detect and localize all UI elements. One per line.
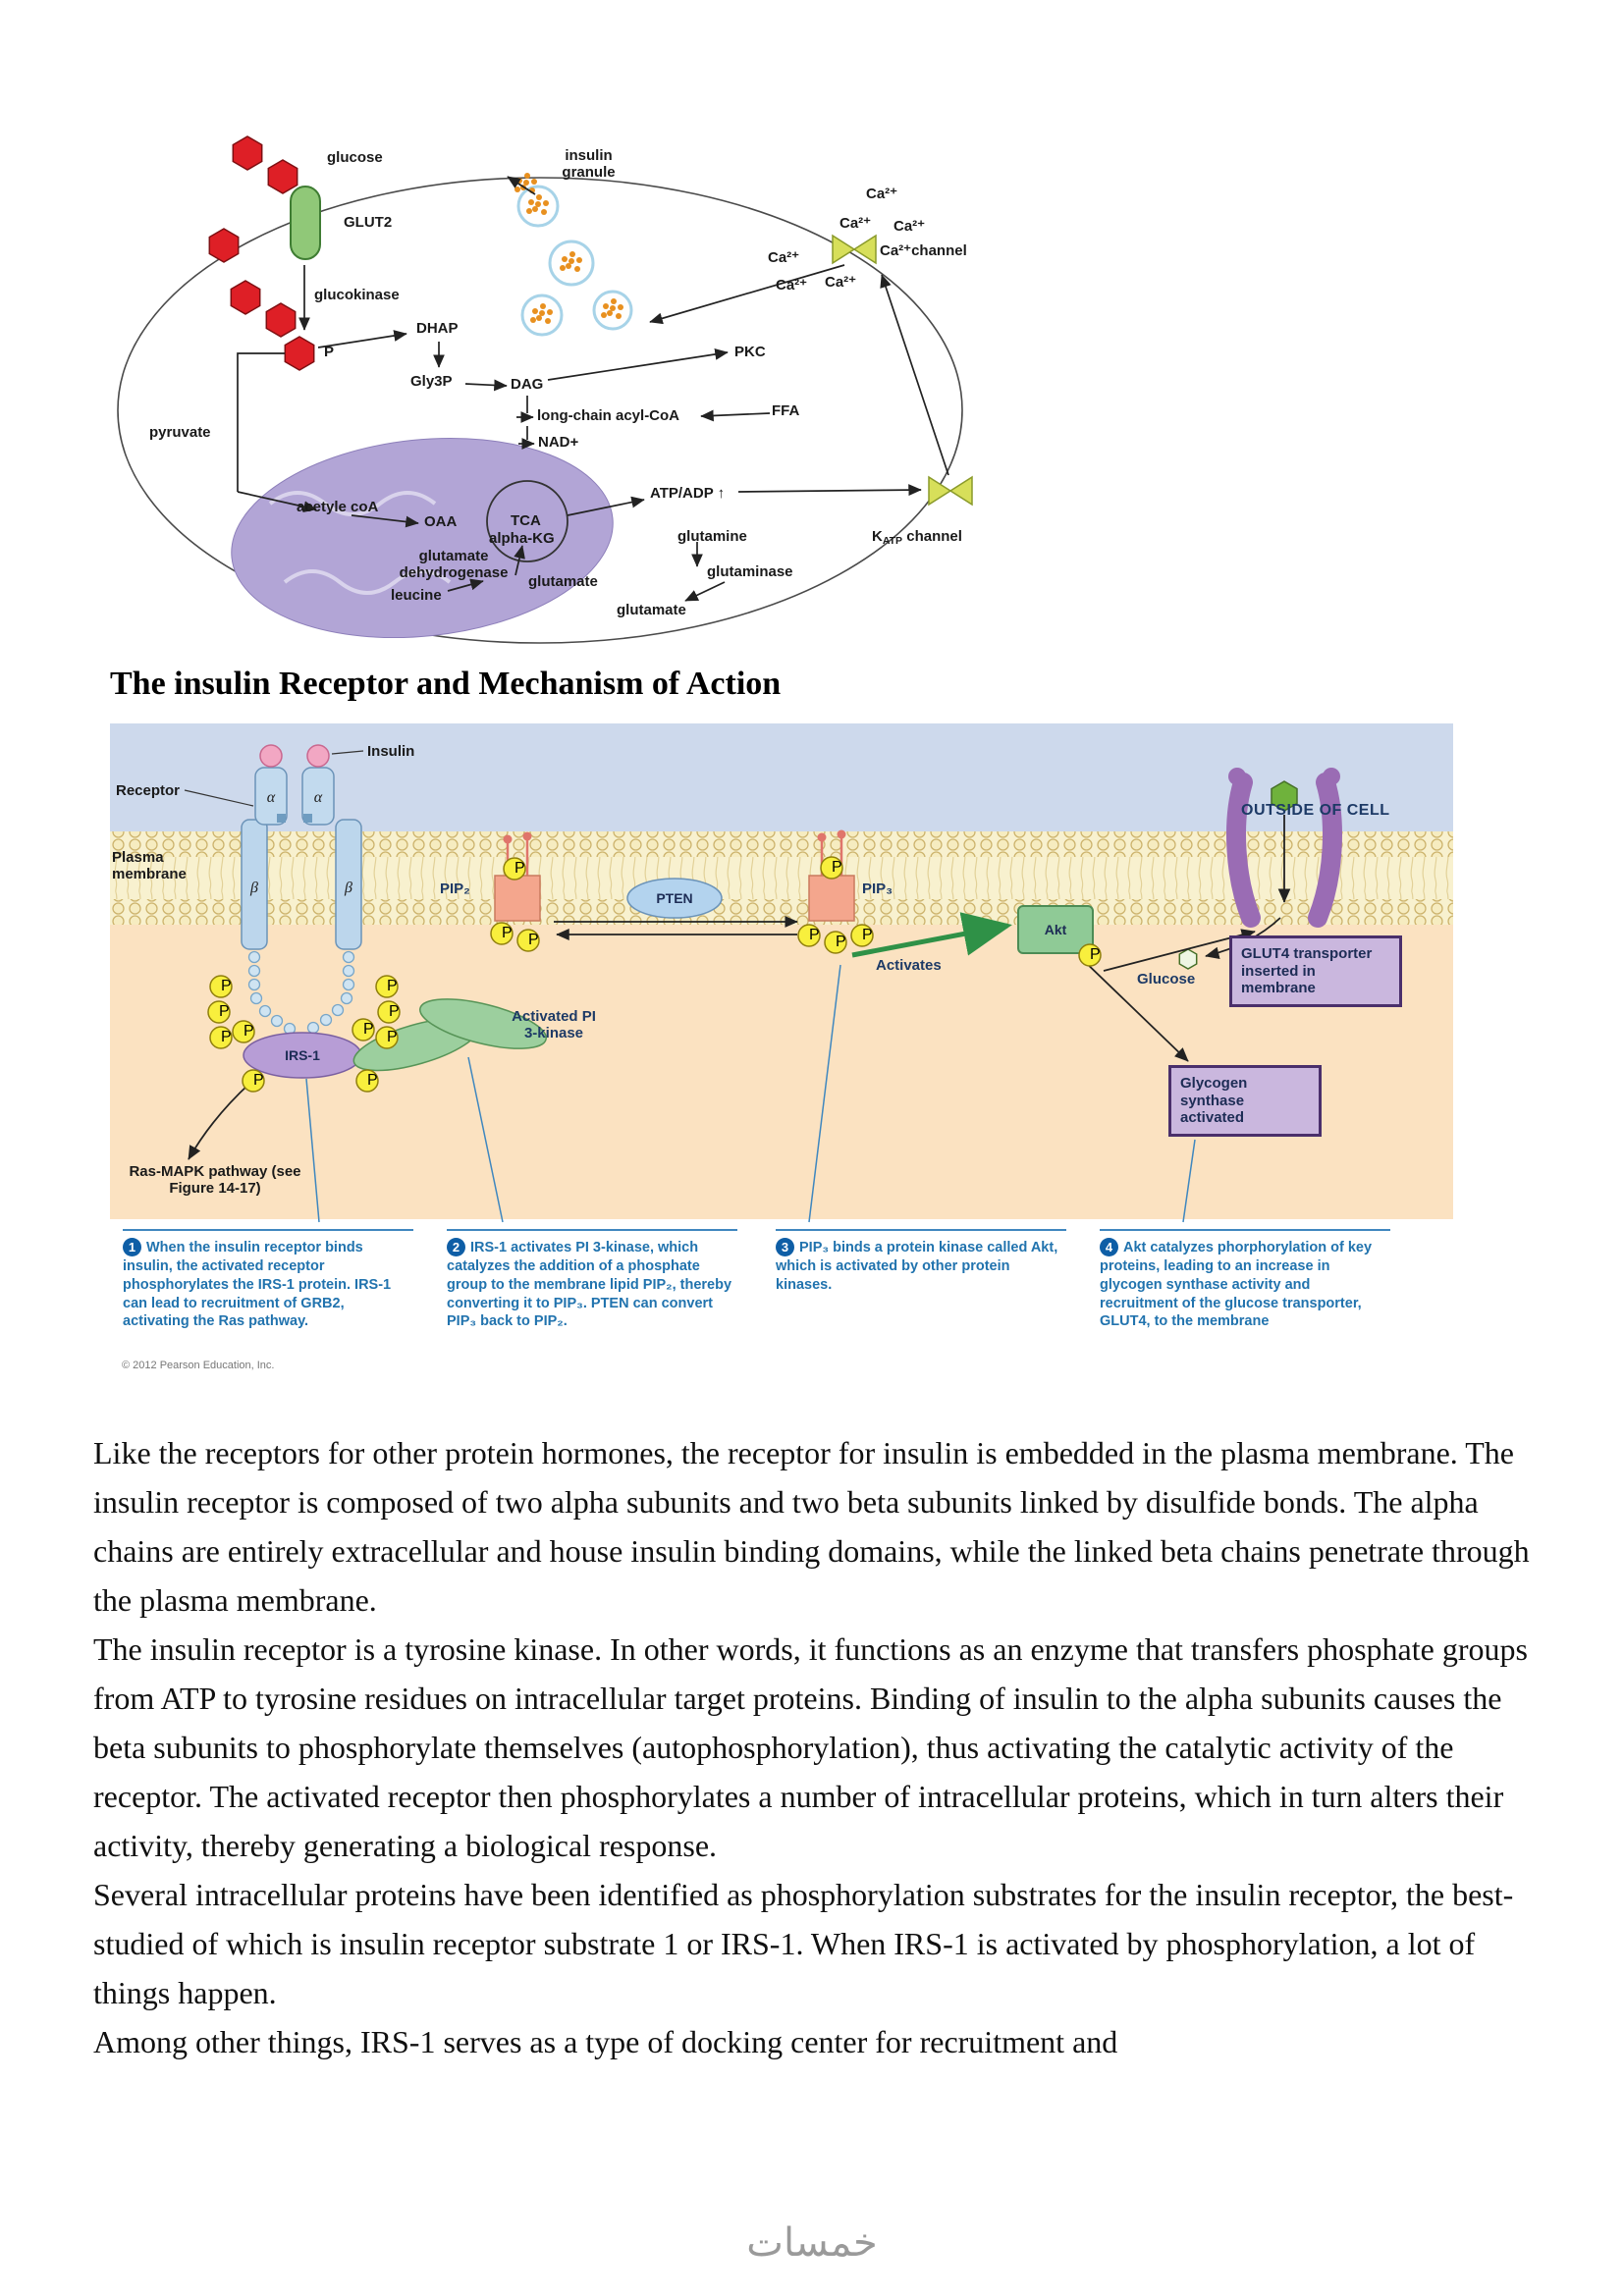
caption-2-text: IRS-1 activates PI 3-kinase, which catalyzes the addition of a phosphate group to the membrane lipid PIP₂, thereby converting it to PIP₃. PTEN can convert PIP₃ back to PIP₂. bbox=[447, 1240, 732, 1330]
outside-of-cell-label: OUTSIDE OF CELL bbox=[1241, 802, 1390, 819]
beta-cell-metabolism-figure bbox=[98, 86, 1060, 675]
beta-subunit-label: β bbox=[345, 880, 352, 896]
svg-text:P: P bbox=[836, 934, 846, 950]
label-dhap: DHAP bbox=[416, 320, 459, 337]
body-text bbox=[93, 1428, 1532, 2066]
label-calcium-channel: Ca²⁺channel bbox=[880, 242, 967, 259]
body-paragraph-2: The insulin receptor is a tyrosine kinase. In other words, it functions as an enzyme that transfers phosphate groups from ATP to tyrosine residues on intracellular target proteins. Binding of insulin to the alpha subunits causes the beta subunits to phosphorylate themselves (autophosphorylation), thus activating the catalytic activity of the receptor. The activated receptor then phosphorylates a number of intracellular proteins, which in turn alters their activity, thereby generating a biological response. bbox=[93, 1631, 1528, 1863]
figure-caption-4 bbox=[1100, 1238, 1390, 1331]
figure-caption-2 bbox=[447, 1238, 737, 1331]
akt-label: Akt bbox=[1044, 922, 1067, 937]
figure-caption-1 bbox=[123, 1238, 413, 1331]
pip2-label: PIP₂ bbox=[440, 881, 470, 897]
label-pyruvate: pyruvate bbox=[149, 424, 211, 441]
calcium-channel-icon bbox=[833, 236, 876, 263]
label-atp-adp: ATP/ADP ↑ bbox=[650, 485, 726, 502]
label-ffa: FFA bbox=[772, 402, 800, 419]
label-glutamate-1: glutamate bbox=[528, 573, 598, 590]
label-glutamine: glutamine bbox=[677, 528, 747, 545]
glucose-6-phosphate-hexagon bbox=[285, 337, 313, 370]
glucose-hexagon-cluster bbox=[209, 136, 297, 337]
caption-1-text: When the insulin receptor binds insulin, the activated receptor phosphorylates the IRS-1 protein. IRS-1 can lead to recruitment of GRB2, activating the Ras pathway. bbox=[123, 1240, 392, 1330]
svg-text:P: P bbox=[363, 1021, 374, 1038]
glucose-label: Glucose bbox=[1137, 971, 1196, 988]
label-phosphate: P bbox=[324, 344, 335, 360]
svg-text:P: P bbox=[832, 859, 842, 876]
label-dag: DAG bbox=[511, 376, 544, 393]
glut4-callout-box: GLUT4 transporter inserted in membrane bbox=[1229, 935, 1402, 1007]
insulin-molecule bbox=[260, 745, 282, 767]
label-glutamate-dehydrogenase: glutamate dehydrogenase bbox=[399, 548, 509, 581]
label-acyl-coa: long-chain acyl-CoA bbox=[537, 407, 680, 424]
receptor-label: Receptor bbox=[116, 782, 181, 799]
label-calcium-6: Ca²⁺ bbox=[825, 274, 857, 291]
alpha-subunit-label: α bbox=[266, 789, 276, 806]
khamsat-watermark: خمسات bbox=[746, 2220, 878, 2266]
caption-3-text: PIP₃ binds a protein kinase called Akt, which is activated by other protein kinases. bbox=[776, 1240, 1058, 1293]
svg-text:P: P bbox=[862, 927, 873, 943]
glut2-transporter bbox=[291, 187, 320, 259]
katp-channel-icon bbox=[929, 477, 972, 505]
pi3-kinase-label: Activated PI 3-kinase bbox=[512, 1008, 596, 1041]
label-calcium-2: Ca²⁺ bbox=[839, 215, 872, 232]
label-glucokinase: glucokinase bbox=[314, 287, 400, 303]
svg-text:P: P bbox=[528, 932, 539, 948]
label-pkc: PKC bbox=[734, 344, 766, 360]
insulin-label: Insulin bbox=[367, 743, 415, 760]
svg-text:P: P bbox=[1090, 946, 1101, 963]
caption-4-number-badge: 4 bbox=[1100, 1238, 1118, 1256]
insulin-molecule bbox=[307, 745, 329, 767]
label-glucose: glucose bbox=[327, 149, 383, 166]
katp-k: K bbox=[872, 528, 883, 545]
svg-text:P: P bbox=[253, 1072, 264, 1089]
mitochondrion bbox=[222, 420, 623, 656]
glucose-small-hexagon bbox=[1179, 949, 1196, 969]
svg-text:P: P bbox=[809, 927, 820, 943]
label-leucine: leucine bbox=[391, 587, 442, 604]
svg-text:P: P bbox=[514, 860, 525, 877]
insulin-granules bbox=[514, 173, 631, 335]
svg-text:P: P bbox=[502, 925, 513, 941]
svg-text:P: P bbox=[387, 1029, 398, 1045]
label-katp-channel bbox=[872, 528, 962, 547]
figure-caption-3 bbox=[776, 1238, 1066, 1295]
svg-text:P: P bbox=[367, 1072, 378, 1089]
insulin-receptor-figure bbox=[110, 723, 1453, 1401]
pten-label: PTEN bbox=[656, 890, 693, 906]
section-heading: The insulin Receptor and Mechanism of Action bbox=[110, 666, 782, 702]
svg-text:P: P bbox=[387, 978, 398, 994]
body-paragraph-1: Like the receptors for other protein hormones, the receptor for insulin is embedded in the plasma membrane. The insulin receptor is composed of two alpha subunits and two beta subunits linked by disulfide bonds. The alpha chains are entirely extracellular and house insulin binding domains, while the linked beta chains penetrate through the plasma membrane. bbox=[93, 1435, 1530, 1618]
label-glut2: GLUT2 bbox=[344, 214, 393, 231]
label-insulin-granule: insulin granule bbox=[562, 147, 616, 181]
caption-2-number-badge: 2 bbox=[447, 1238, 465, 1256]
label-calcium-1: Ca²⁺ bbox=[866, 186, 898, 202]
katp-word: channel bbox=[902, 528, 962, 545]
caption-3-number-badge: 3 bbox=[776, 1238, 794, 1256]
label-calcium-3: Ca²⁺ bbox=[893, 218, 926, 235]
caption-4-text: Akt catalyzes phorphorylation of key proteins, leading to an increase in glycogen synthase activity and recruitment of the glucose transporter, GLUT4, to the membrane bbox=[1100, 1240, 1373, 1330]
copyright-notice: © 2012 Pearson Education, Inc. bbox=[122, 1360, 275, 1371]
ras-mapk-label: Ras-MAPK pathway (see Figure 14-17) bbox=[129, 1163, 301, 1197]
label-nad: NAD+ bbox=[538, 434, 579, 451]
pip3-label: PIP₃ bbox=[862, 881, 893, 897]
irs1-label: IRS-1 bbox=[285, 1047, 320, 1063]
plasma-membrane-label: Plasma membrane bbox=[112, 849, 187, 882]
label-tca: TCA bbox=[511, 512, 541, 529]
label-calcium-5: Ca²⁺ bbox=[776, 277, 808, 294]
label-acetyl-coa: acetyle coA bbox=[297, 499, 379, 515]
label-alpha-kg: alpha-KG bbox=[489, 530, 555, 547]
label-calcium-4: Ca²⁺ bbox=[768, 249, 800, 266]
caption-1-number-badge: 1 bbox=[123, 1238, 141, 1256]
glycogen-callout-box: Glycogen synthase activated bbox=[1168, 1065, 1322, 1137]
katp-sub: ATP bbox=[882, 535, 903, 547]
svg-text:P: P bbox=[221, 1029, 232, 1045]
svg-text:P: P bbox=[221, 978, 232, 994]
activates-label: Activates bbox=[876, 957, 942, 974]
label-gly3p: Gly3P bbox=[410, 373, 453, 390]
label-glutamate-2: glutamate bbox=[617, 602, 686, 618]
svg-text:P: P bbox=[389, 1003, 400, 1020]
body-paragraph-3: Several intracellular proteins have been identified as phosphorylation substrates for the insulin receptor, the best-studied of which is insulin receptor substrate 1 or IRS-1. When IRS-1 is activated by phosphorylation, a lot of things happen. bbox=[93, 1877, 1514, 2010]
svg-text:P: P bbox=[219, 1003, 230, 1020]
alpha-subunit-label: α bbox=[313, 789, 323, 806]
svg-text:P: P bbox=[244, 1023, 254, 1040]
body-paragraph-4: Among other things, IRS-1 serves as a type of docking center for recruitment and bbox=[93, 2024, 1118, 2059]
label-glutaminase: glutaminase bbox=[707, 563, 793, 580]
beta-subunit-label: β bbox=[250, 880, 258, 896]
label-oaa: OAA bbox=[424, 513, 458, 530]
